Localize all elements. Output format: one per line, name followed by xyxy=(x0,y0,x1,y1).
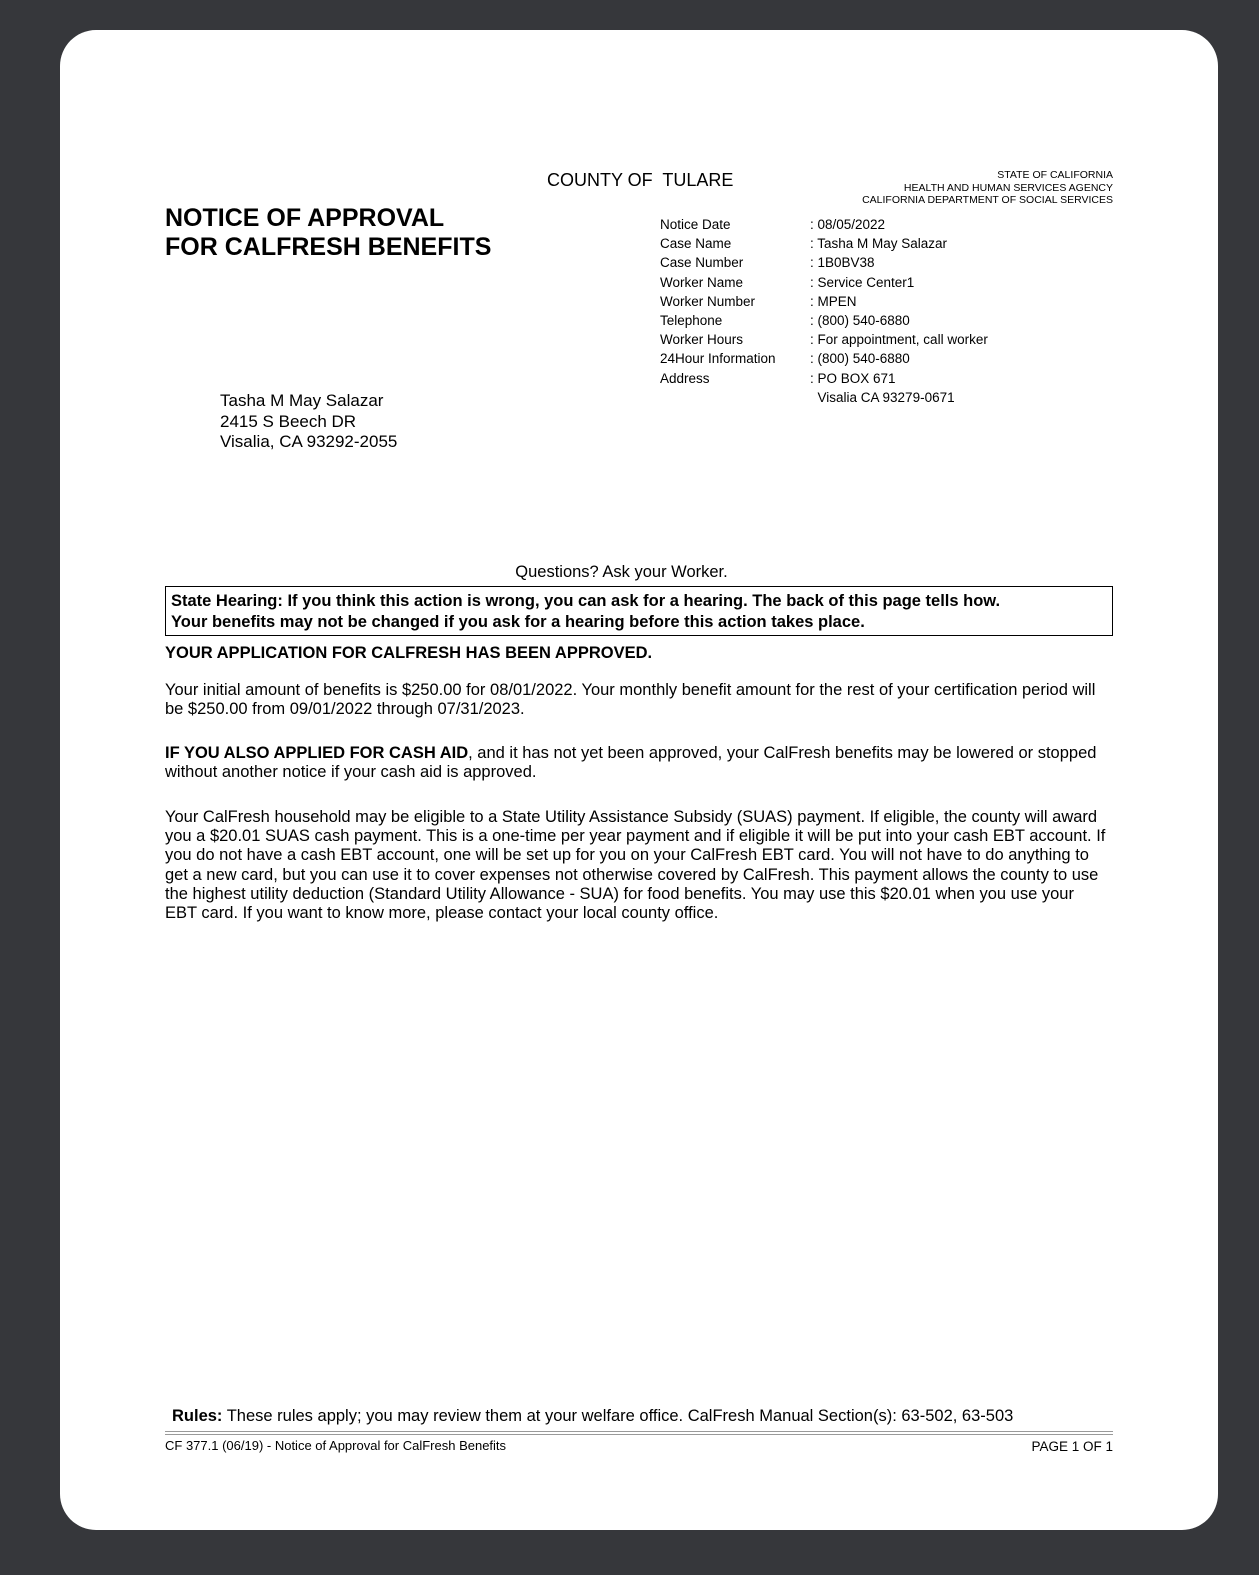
info-value: : 1B0BV38 xyxy=(810,255,875,271)
county-name: COUNTY OF TULARE xyxy=(547,170,734,190)
cash-aid-emphasis: IF YOU ALSO APPLIED FOR CASH AID xyxy=(165,744,469,762)
benefit-amount-paragraph: Your initial amount of benefits is $250.00 for 08/01/2022. Your monthly benefit amount for the rest of your certification period will be $250.00 from 09/01/2022 through 07/31/2023. xyxy=(165,681,1096,719)
info-label: Worker Name xyxy=(660,274,744,290)
page-number: PAGE 1 OF 1 xyxy=(1031,1439,1113,1454)
info-row xyxy=(660,390,988,409)
info-value: Visalia CA 93279-0671 xyxy=(810,389,955,405)
info-label: Case Name xyxy=(660,236,732,252)
info-row xyxy=(660,217,988,236)
info-row xyxy=(660,332,988,351)
hearing-line: State Hearing: If you think this action is wrong, you can ask for a hearing. The back of this page tells how. xyxy=(171,592,1001,610)
footer-divider xyxy=(165,1434,1113,1435)
info-row xyxy=(660,313,988,332)
info-label: Worker Number xyxy=(660,293,756,309)
notice-title xyxy=(165,204,491,262)
info-value: : PO BOX 671 xyxy=(810,370,896,386)
info-label: 24Hour Information xyxy=(660,351,776,367)
info-label: Worker Hours xyxy=(660,332,744,348)
info-value: : 08/05/2022 xyxy=(810,217,886,232)
rules-text: These rules apply; you may review them at your welfare office. CalFresh Manual Section(s): 63-502, 63-503 xyxy=(222,1407,1014,1425)
hearing-line: Your benefits may not be changed if you ask for a hearing before this action takes place. xyxy=(171,612,865,631)
info-label: Notice Date xyxy=(660,217,731,232)
rules-line xyxy=(172,1407,1013,1426)
rules-label: Rules: xyxy=(172,1407,223,1425)
info-value: : (800) 540-6880 xyxy=(810,351,910,367)
info-value: : (800) 540-6880 xyxy=(810,312,910,328)
info-value: : Service Center1 xyxy=(810,274,915,290)
case-info-table xyxy=(660,217,988,409)
document-page xyxy=(60,30,1218,1530)
agency-block xyxy=(862,169,1113,207)
state-hearing-box xyxy=(165,586,1113,636)
questions-line: Questions? Ask your Worker. xyxy=(515,563,728,581)
info-row xyxy=(660,351,988,370)
footer-divider xyxy=(165,1431,1113,1432)
info-row xyxy=(660,255,988,274)
agency-line: CALIFORNIA DEPARTMENT OF SOCIAL SERVICES xyxy=(862,194,1113,206)
agency-line: HEALTH AND HUMAN SERVICES AGENCY xyxy=(903,181,1113,194)
info-label: Address xyxy=(660,370,710,386)
info-row xyxy=(660,294,988,313)
agency-line: STATE OF CALIFORNIA xyxy=(997,169,1113,181)
info-row xyxy=(660,275,988,294)
recipient-city: Visalia, CA 93292-2055 xyxy=(220,432,398,451)
info-row xyxy=(660,236,988,255)
title-line: FOR CALFRESH BENEFITS xyxy=(165,233,492,261)
info-value: : Tasha M May Salazar xyxy=(810,236,948,252)
info-row xyxy=(660,371,988,390)
suas-paragraph: Your CalFresh household may be eligible to a State Utility Assistance Subsidy (SUAS) payment. If eligible, the county will award you a $20.01 SUAS cash payment. This is a one-time per year payment and if eligible it will be put into your cash EBT account. If you do not have a cash EBT account, one will be set up for you on your CalFresh EBT card. You will not have to do anything to get a new card, but you can use it to cover expenses not otherwise covered by CalFresh. This payment allows the county to use the highest utility deduction (Standard Utility Allowance - SUA) for food benefits. You may use this $20.01 when you use your EBT card. If you want to know more, please contact your local county office. xyxy=(165,808,1106,923)
info-value: : For appointment, call worker xyxy=(810,332,988,348)
recipient-address xyxy=(220,391,397,453)
cash-aid-paragraph xyxy=(165,744,1110,782)
form-identifier: CF 377.1 (06/19) - Notice of Approval for CalFresh Benefits xyxy=(165,1438,507,1453)
title-line: NOTICE OF APPROVAL xyxy=(165,204,445,232)
info-label: Telephone xyxy=(660,312,723,328)
recipient-street: 2415 S Beech DR xyxy=(220,411,357,431)
cash-aid-text: , and it has not yet been approved, your CalFresh benefits may be lowered or stopped without another notice if your cash aid is approved. xyxy=(165,744,1097,782)
info-value: : MPEN xyxy=(810,293,857,309)
recipient-name: Tasha M May Salazar xyxy=(220,391,384,410)
approval-heading: YOUR APPLICATION FOR CALFRESH HAS BEEN APPROVED. xyxy=(165,644,653,662)
info-label: Case Number xyxy=(660,255,744,271)
info-label xyxy=(660,390,810,409)
